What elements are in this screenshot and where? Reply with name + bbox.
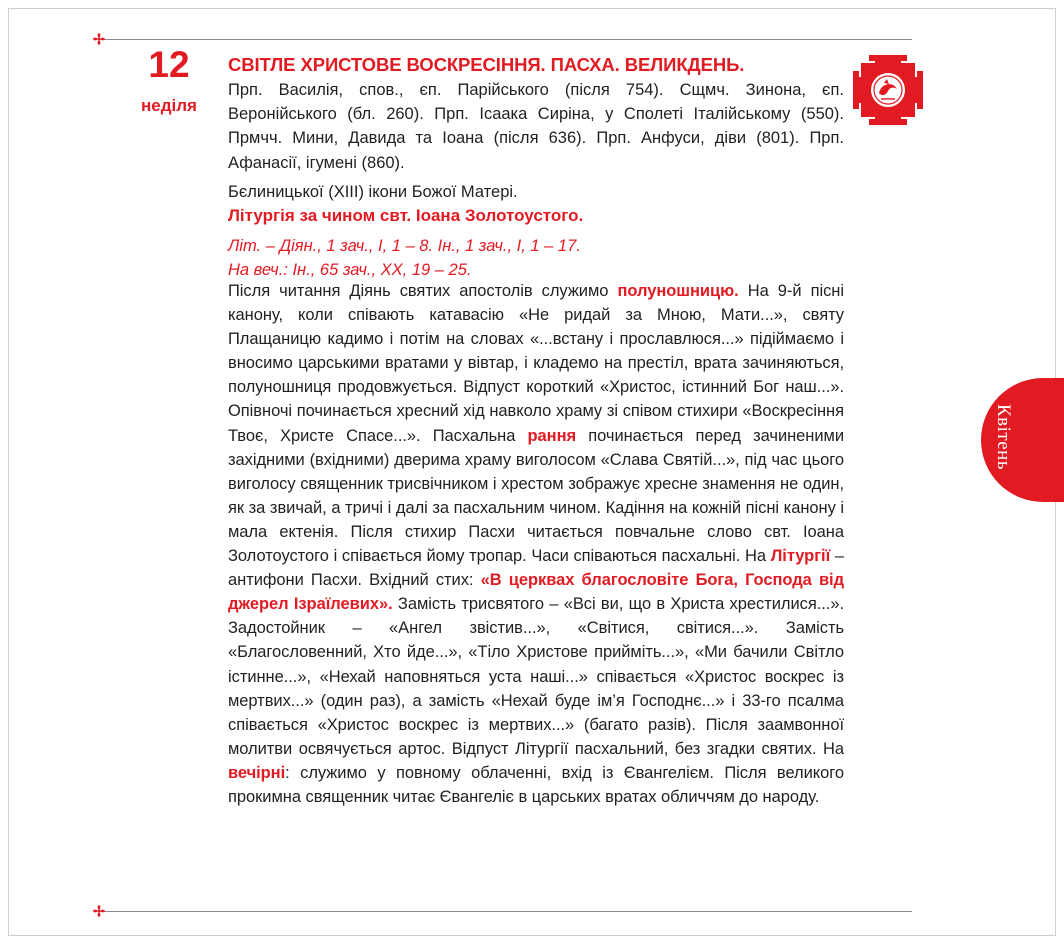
weekday-label: неділя bbox=[141, 96, 197, 115]
saints-commemoration: Прп. Василія, спов., єп. Парійського (після 754). Сщмч. Зинона, єп. Веронійського (бл. 260). Прп. Ісаака Сиріна, у Сполеті Італійському (550). Прмчч. Мини, Давида та Іоана (після 636). Прп. Анфуси, діви (801). Прп. Афанасії, ігумені (860). bbox=[228, 81, 844, 172]
body-text-segment: Замість трисвятого – «Всі ви, що в Христа хрестилися...». Задостойник – «Ангел звістив...», «Світися, світися...». Замість «Благословенний, Хто йде...», «Тіло Христове прийміть...», «Ми бачили Світло істинне...», «Нехай наповняться уста наші...» співається «Христос воскрес із мертвих...» (один раз), а замість «Нехай буде ім’я Господнє...» і 33-го псалма співається «Христос воскрес із мертвих...» (багато разів). Після заамвонної молитви освячується артос. Відпуст Літургії пасхальний, без згадки святих. На bbox=[228, 595, 844, 758]
body-text-segment: На 9-й пісні канону, коли співають катавасію «Не ридай за Мною, Мати...», святу Плащаницю кадимо і потім на словах «...встану і прославлюся...» підіймаємо і вносимо царськими вратами у вівтар, і кладемо на престіл, врата зачиняються, полуношниця продовжується. Відпуст короткий «Христос, істинний Бог наш...». Опівночі починається хресний хід навколо храму зі співом стихири «Воскресіння Твоє, Христе Спасе...». Пасхальна bbox=[228, 282, 844, 445]
top-rule bbox=[100, 39, 912, 40]
liturgy-rite: Літургія за чином свт. Іоана Золотоустого. bbox=[228, 206, 584, 225]
bottom-rule bbox=[100, 911, 912, 912]
service-instructions bbox=[228, 279, 844, 809]
paschal-cross-icon bbox=[851, 53, 925, 127]
highlight-liturgy: Літургії bbox=[770, 547, 831, 566]
body-text-segment: починається перед зачиненими західними (вхідними) дверима храму виголосом «Слава Святій...», під час цього виголосу священник трисвічником і хрестом зображує хресне знамення не один, як за звичай, а тричі і далі за пасхальним чином. Кадіння на кожній пісні канону і мала ектенія. Після стихир Пасхи читається повчальне слово свт. Іоана Золотоустого і співається йому тропар. Часи співаються пасхальні. На bbox=[228, 426, 844, 566]
highlight-matins: рання bbox=[527, 426, 577, 445]
liturgy-readings: Літ. – Діян., 1 зач., I, 1 – 8. Ін., 1 зач., I, 1 – 17. bbox=[228, 237, 581, 255]
highlight-vespers: вечірні bbox=[228, 763, 286, 782]
flower-ornament-icon bbox=[93, 33, 105, 45]
day-number: 12 bbox=[148, 44, 190, 85]
body-text-segment: – антифони Пасхи. Вхідний стих: bbox=[228, 547, 844, 590]
icon-commemoration: Бєлиницької (XIII) ікони Божої Матері. bbox=[228, 183, 518, 201]
body-text-segment: : служимо у повному облаченні, вхід із Євангелієм. Після великого прокимна священник читає Євангеліє в царських вратах обличчям до народу. bbox=[228, 763, 844, 806]
highlight-entrance-verse: «В церквах благословіте Бога, Господа від джерел Ізраїлевих». bbox=[228, 571, 844, 614]
highlight-midnight-office: полуношницю. bbox=[617, 282, 739, 300]
feast-title: СВІТЛЕ ХРИСТОВЕ ВОСКРЕСІННЯ. ПАСХА. ВЕЛИКДЕНЬ. bbox=[228, 54, 745, 75]
body-text-segment: Після читання Діянь святих апостолів служимо bbox=[228, 282, 618, 300]
month-tab-label: Квітень bbox=[993, 404, 1014, 470]
vespers-readings: На веч.: Ін., 65 зач., XX, 19 – 25. bbox=[228, 261, 472, 279]
flower-ornament-icon bbox=[93, 905, 105, 917]
